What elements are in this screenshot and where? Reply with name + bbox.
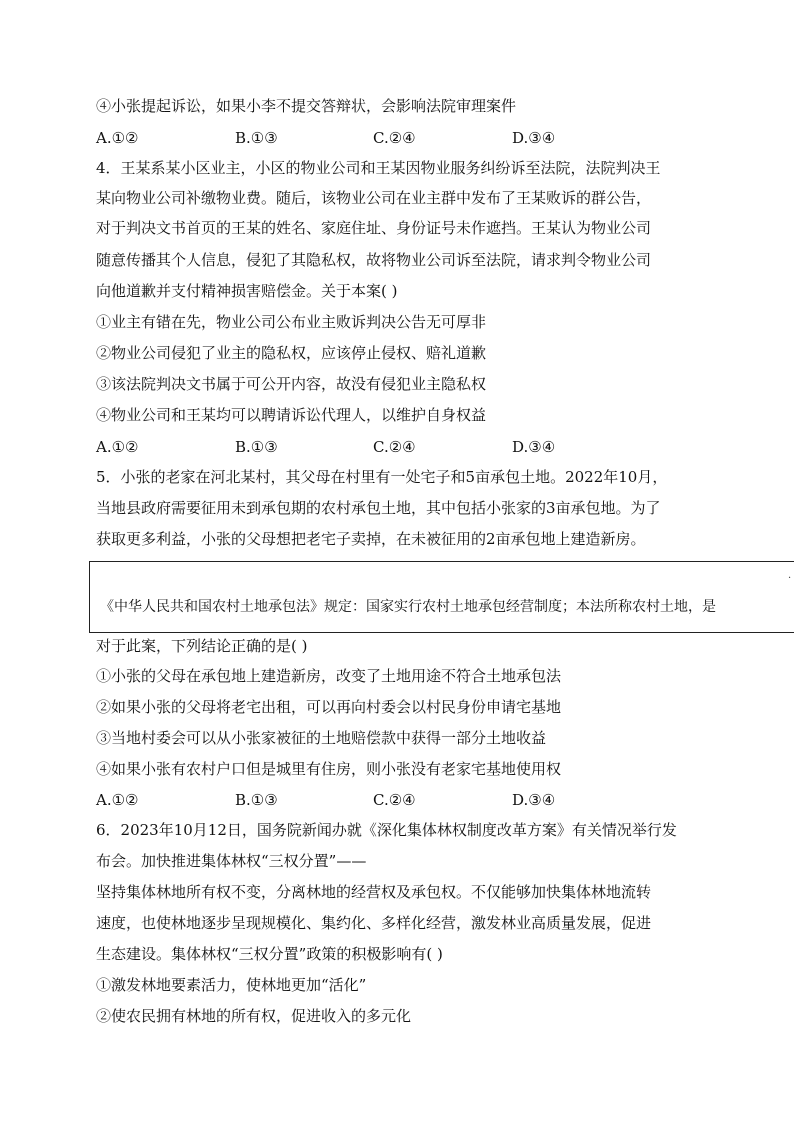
q6-stem-line-4: 速度，也使林地逐步呈现规模化、集约化、多样化经营，激发林业高质量发展，促进 xyxy=(96,914,652,932)
law-quote-text: 《中华人民共和国农村土地承包法》规定：国家实行农村土地承包经营制度；本法所称农村土地，是 xyxy=(100,599,716,615)
q4-options xyxy=(96,437,716,457)
law-box-mark: · xyxy=(788,573,792,584)
q4-option-d: D.③④ xyxy=(512,438,556,456)
q6-stem-line-1: 6．2023年10月12日，国务院新闻办就《深化集体林权制度改革方案》有关情况举行发 xyxy=(96,821,677,839)
q5-option-d: D.③④ xyxy=(512,791,556,809)
q4-option-b: B.①③ xyxy=(235,438,278,456)
q6-statement-2: ②使农民拥有林地的所有权，促进收入的多元化 xyxy=(96,1007,412,1025)
q5-stem-line-1: 5．小张的老家在河北某村，其父母在村里有一处宅子和5亩承包土地。2022年10月， xyxy=(96,468,668,486)
q4-stem-line-1: 4．王某系某小区业主，小区的物业公司和王某因物业服务纠纷诉至法院，法院判决王 xyxy=(96,159,661,177)
q3-option-c: C.②④ xyxy=(373,129,416,147)
q6-stem-line-2: 布会。加快推进集体林权“三权分置”—— xyxy=(96,852,367,870)
q4-statement-4: ④物业公司和王某均可以聘请诉讼代理人，以维护自身权益 xyxy=(96,406,487,424)
q5-options xyxy=(96,790,716,810)
q5-statement-1: ①小张的父母在承包地上建造新房，改变了土地用途不符合土地承包法 xyxy=(96,667,562,685)
q3-statement-4: ④小张提起诉讼，如果小李不提交答辩状，会影响法院审理案件 xyxy=(96,97,517,115)
q3-option-b: B.①③ xyxy=(235,129,278,147)
q4-option-a: A.①② xyxy=(96,438,139,456)
q4-stem-line-5: 向他道歉并支付精神损害赔偿金。关于本案( ) xyxy=(96,282,398,300)
q6-stem-line-5: 生态建设。集体林权“三权分置”政策的积极影响有( ) xyxy=(96,945,443,963)
q6-stem-line-3: 坚持集体林地所有权不变，分离林地的经营权及承包权。不仅能够加快集体林地流转 xyxy=(96,883,652,901)
q5-stem-line-2: 当地县政府需要征用未到承包期的农村承包土地，其中包括小张家的3亩承包地。为了 xyxy=(96,499,661,517)
q5-statement-2: ②如果小张的父母将老宅出租，可以再向村委会以村民身份申请宅基地 xyxy=(96,698,562,716)
q5-option-a: A.①② xyxy=(96,791,139,809)
q3-option-d: D.③④ xyxy=(512,129,556,147)
q5-statement-4: ④如果小张有农村户口但是城里有住房，则小张没有老家宅基地使用权 xyxy=(96,760,562,778)
q4-stem-line-4: 随意传播其个人信息，侵犯了其隐私权，故将物业公司诉至法院，请求判令物业公司 xyxy=(96,251,652,269)
q6-statement-1: ①激发林地要素活力，使林地更加“活化” xyxy=(96,976,367,994)
q5-question: 对于此案，下列结论正确的是( ) xyxy=(96,637,308,655)
q4-stem-line-3: 对于判决文书首页的王某的姓名、家庭住址、身份证号未作遮挡。王某认为物业公司 xyxy=(96,219,652,237)
q5-statement-3: ③当地村委会可以从小张家被征的土地赔偿款中获得一部分土地收益 xyxy=(96,729,547,747)
q3-options xyxy=(96,128,716,148)
q3-option-a: A.①② xyxy=(96,129,139,147)
q4-option-c: C.②④ xyxy=(373,438,416,456)
q4-stem-line-2: 某向物业公司补缴物业费。随后，该物业公司在业主群中发布了王某败诉的群公告， xyxy=(96,189,652,207)
q4-statement-1: ①业主有错在先，物业公司公布业主败诉判决公告无可厚非 xyxy=(96,313,487,331)
q5-stem-line-3: 获取更多利益，小张的父母想把老宅子卖掉，在未被征用的2亩承包地上建造新房。 xyxy=(96,530,646,548)
law-quote-box xyxy=(89,561,794,633)
q4-statement-2: ②物业公司侵犯了业主的隐私权，应该停止侵权、赔礼道歉 xyxy=(96,344,487,362)
q5-option-b: B.①③ xyxy=(235,791,278,809)
q4-statement-3: ③该法院判决文书属于可公开内容，故没有侵犯业主隐私权 xyxy=(96,375,487,393)
q5-option-c: C.②④ xyxy=(373,791,416,809)
